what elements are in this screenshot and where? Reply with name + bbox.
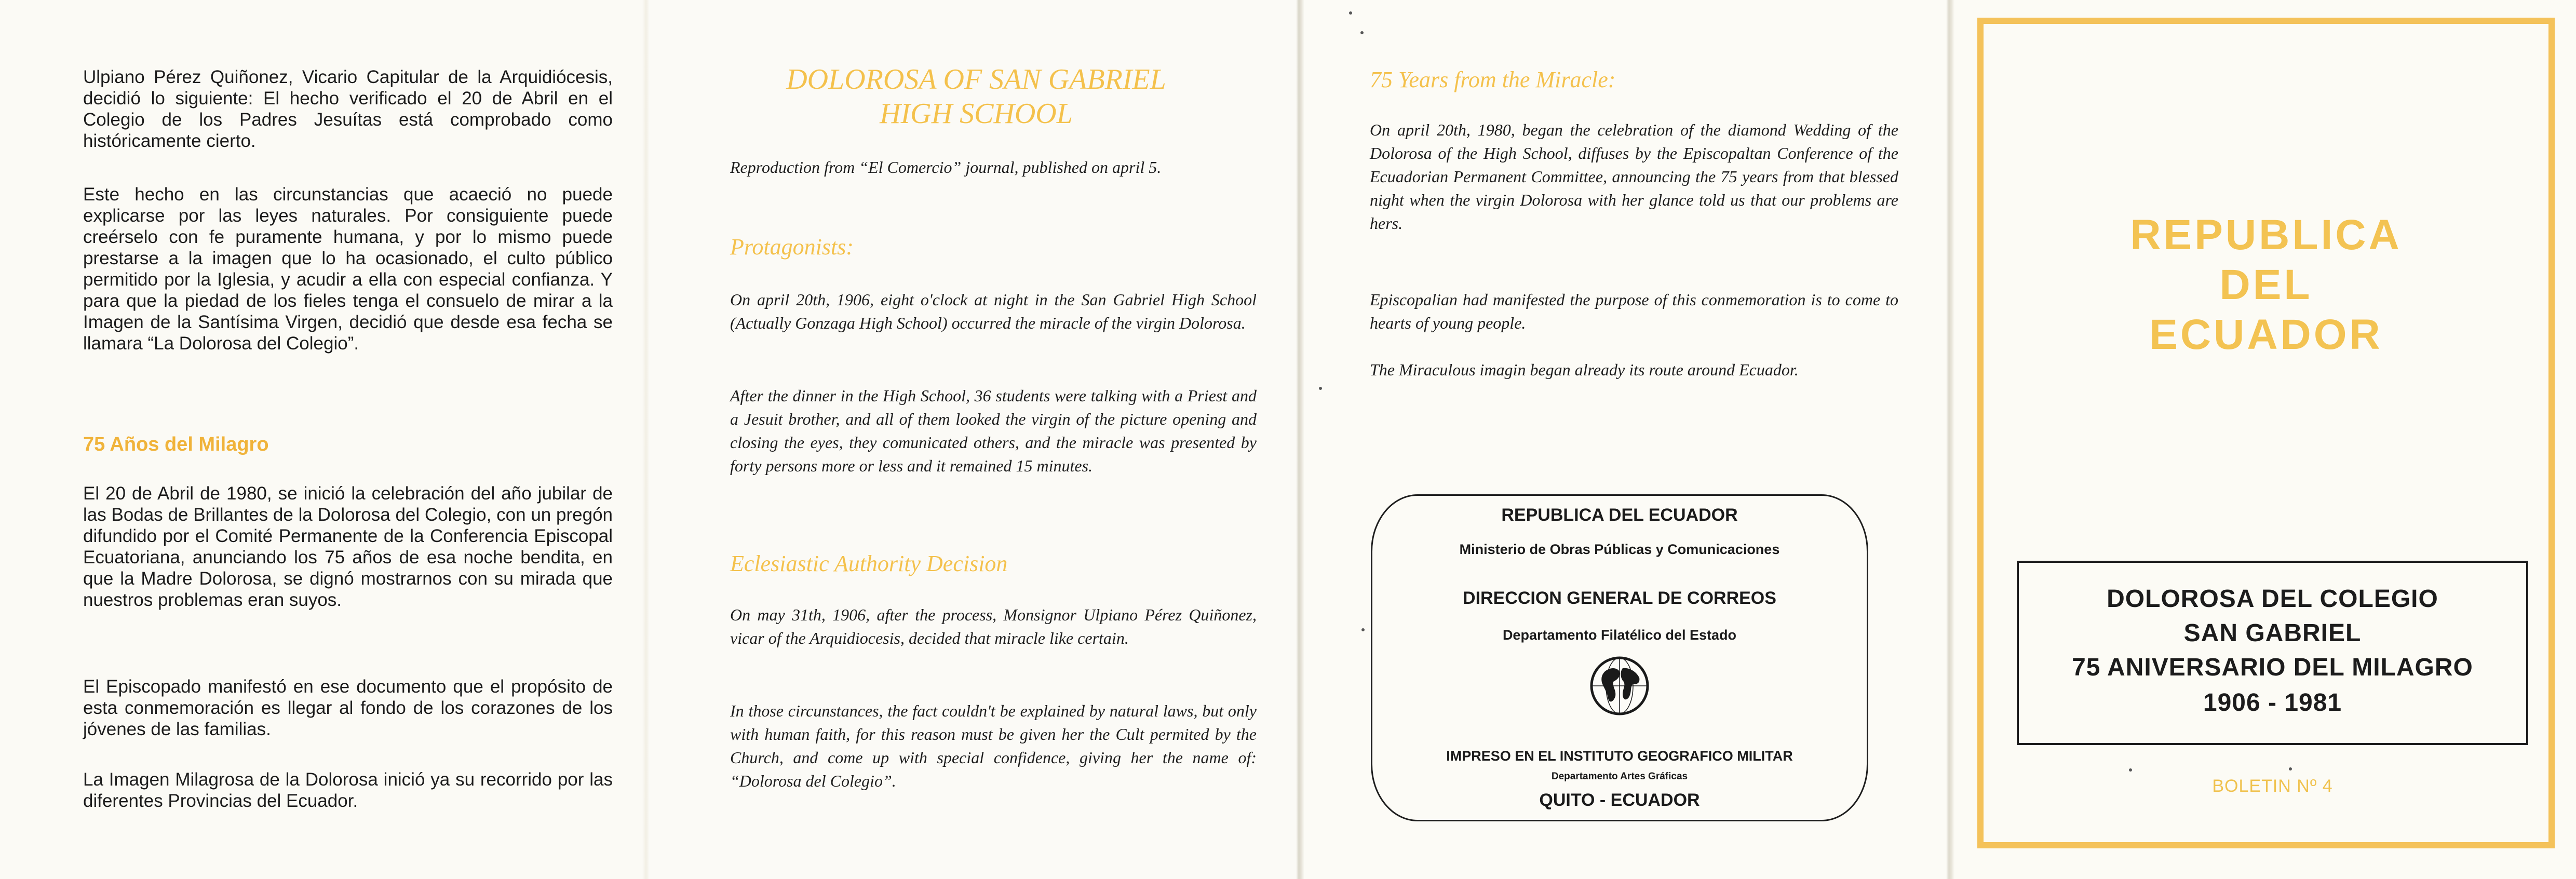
spanish-paragraph: El Episcopado manifestó en ese documento que el propósito de esta conmemoración es llegar al fondo de los corazones de los jóvenes de las familias.	[83, 677, 613, 739]
english-paragraph: The Miraculous imagin began already its route around Ecuador.	[1370, 360, 1799, 379]
cover-box-line: DOLOROSA DEL COLEGIO	[2107, 585, 2438, 613]
imprint-printer: IMPRESO EN EL INSTITUTO GEOGRAFICO MILITAR	[1446, 748, 1793, 764]
english-title-line: DOLOROSA OF SAN GABRIEL	[786, 63, 1166, 96]
cover-country-title	[1977, 210, 2555, 360]
spanish-paragraph: La Imagen Milagrosa de la Dolorosa inició ya su recorrido por las diferentes Provincias del Ecuador.	[83, 769, 613, 811]
imprint-postal-office: DIRECCION GENERAL DE CORREOS	[1463, 588, 1776, 608]
cover-title-line: ECUADOR	[2149, 311, 2383, 358]
cover-box-line: 75 ANIVERSARIO DEL MILAGRO	[2072, 654, 2473, 681]
paper-speck	[1349, 11, 1352, 15]
imprint-printer-department: Departamento Artes Gráficas	[1551, 771, 1688, 782]
authority-heading: Eclesiastic Authority Decision	[730, 551, 1008, 576]
imprint-city: QUITO - ECUADOR	[1539, 790, 1700, 810]
years-heading: 75 Years from the Miracle:	[1370, 67, 1616, 92]
english-paragraph: On april 20th, 1906, eight o'clock at night in the San Gabriel High School (Actually Gonzaga High School) occurred the miracle of the virgin Dolorosa.	[730, 290, 1257, 332]
fold-line	[642, 0, 650, 879]
english-paragraph: On may 31th, 1906, after the process, Monsignor Ulpiano Pérez Quiñonez, vicar of the Arquidiocesis, decided that miracle like certain.	[730, 605, 1257, 647]
spanish-heading: 75 Años del Milagro	[83, 434, 269, 455]
english-title	[691, 62, 1262, 131]
paper-speck	[2289, 767, 2292, 770]
english-paragraph: On april 20th, 1980, began the celebration of the diamond Wedding of the Dolorosa of the High School, diffuses by the Episcopaltan Conference of the Ecuadorian Permanent Committee, announcing the 75 years from that blessed night when the virgin Dolorosa with her glance told us that our problems are hers.	[1370, 120, 1898, 233]
reproduction-note: Reproduction from “El Comercio” journal, published on april 5.	[730, 158, 1162, 177]
english-paragraph: In those circunstances, the fact couldn't be explained by natural laws, but only with human faith, for this reason must be given her the Cult permited by the Church, and come up with special confidence, giving her the name of: “Dolorosa del Colegio”.	[730, 701, 1257, 790]
paper-speck	[1319, 387, 1322, 390]
paper-speck	[2129, 768, 2132, 772]
imprint-ministry: Ministerio de Obras Públicas y Comunicaciones	[1459, 542, 1780, 557]
spanish-paragraph: Ulpiano Pérez Quiñonez, Vicario Capitular de la Arquidiócesis, decidió lo siguiente: El hecho verificado el 20 de Abril en el Colegio de los Padres Jesuítas está comprobado como históricamente cierto.	[83, 67, 613, 151]
cover-title-line: REPUBLICA	[2130, 211, 2402, 259]
cover-title-line: DEL	[2219, 261, 2313, 308]
english-paragraph: Episcopalian had manifested the purpose of this conmemoration is to come to hearts of young people.	[1370, 290, 1898, 332]
fold-line	[1296, 0, 1304, 879]
paper-speck	[1361, 628, 1365, 631]
spanish-paragraph: Este hecho en las circunstancias que acaeció no puede explicarse por las leyes naturales. Por consiguiente puede creérselo con fe puramente humana, y por lo mismo puede prestarse a la imagen que lo ha ocasionado, el culto público permitido por la Iglesia, y acudir a ella con especial confianza. Y para que la piedad de los fieles tenga el consuelo de mirar a la Imagen de la Santísima Virgen, decidió que desde esa fecha se llamara “La Dolorosa del Colegio”.	[83, 184, 613, 354]
imprint-department: Departamento Filatélico del Estado	[1502, 627, 1737, 643]
protagonists-heading: Protagonists:	[730, 234, 854, 260]
english-paragraph: After the dinner in the High School, 36 students were talking with a Priest and a Jesuit brother, and all of them looked the virgin of the picture opening and closing the eyes, they comunicated others, and the miracle was presented by forty persons more or less and it remained 15 minutes.	[730, 386, 1257, 475]
english-title-line: HIGH SCHOOL	[880, 98, 1073, 130]
cover-box-line: 1906 - 1981	[2203, 689, 2342, 716]
fold-line	[1946, 0, 1954, 879]
globe-emblem-icon	[1589, 656, 1650, 716]
paper-speck	[1360, 31, 1364, 34]
bulletin-number: BOLETIN Nº 4	[2212, 776, 2333, 796]
cover-box-line: SAN GABRIEL	[2183, 619, 2362, 647]
spanish-paragraph: El 20 de Abril de 1980, se inició la celebración del año jubilar de las Bodas de Brillantes de la Dolorosa del Colegio, con un pregón difundido por el Comité Permanente de la Conferencia Episcopal Ecuatoriana, anunciando los 75 años de esa noche bendita, en que la Madre Dolorosa, se dignó mostrarnos con su mirada que nuestros problemas eran suyos.	[83, 483, 613, 610]
imprint-country: REPUBLICA DEL ECUADOR	[1501, 505, 1738, 525]
